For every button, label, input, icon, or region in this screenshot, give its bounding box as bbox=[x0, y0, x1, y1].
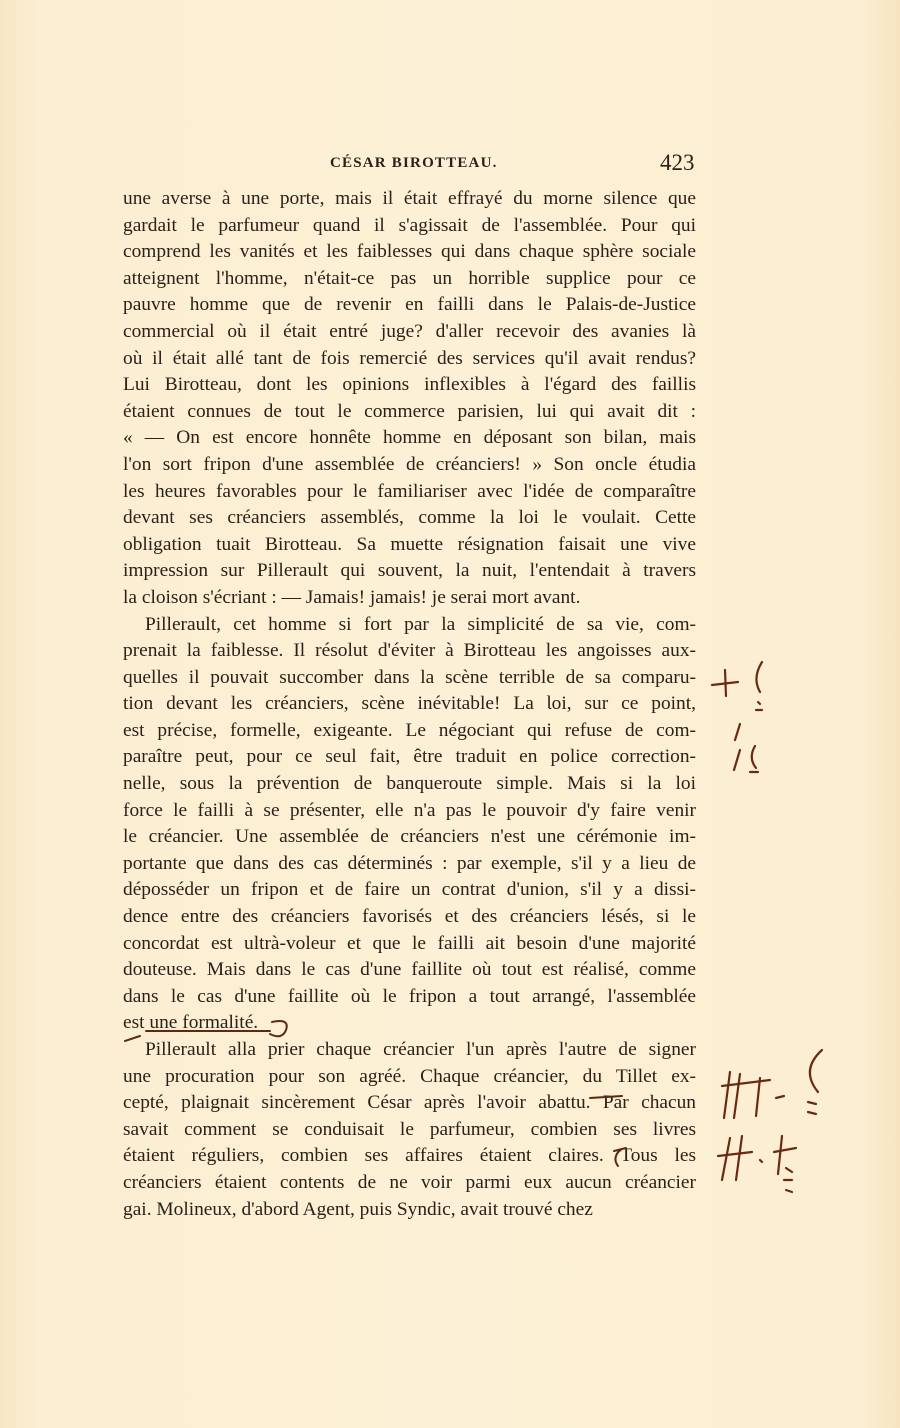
body-text bbox=[123, 186, 696, 1223]
text-line: obligation tuait Birotteau. Sa muette résignation faisait une vive bbox=[123, 533, 696, 555]
text-line: quelles il pouvait succomber dans la scène terrible de sa comparu- bbox=[123, 666, 696, 688]
text-line: où il était allé tant de fois remercié des services qu'il avait rendus? bbox=[123, 347, 696, 369]
text-line: devant ses créanciers assemblés, comme la loi le voulait. Cette bbox=[123, 507, 696, 529]
text-line: est précise, formelle, exigeante. Le négociant qui refuse de com- bbox=[123, 719, 696, 741]
text-line: créanciers étaient contents de ne voir parmi eux aucun créancier bbox=[123, 1171, 696, 1193]
text-line: portante que dans des cas déterminés : par exemple, s'il y a lieu de bbox=[123, 852, 696, 874]
text-line: est une formalité. bbox=[123, 1012, 259, 1034]
text-line: dans le cas d'une faillite où le fripon a tout arrangé, l'assemblée bbox=[123, 985, 696, 1007]
text-line: étaient connues de tout le commerce parisien, lui qui avait dit : bbox=[123, 400, 696, 422]
text-line: atteignent l'homme, n'était-ce pas un horrible supplice pour ce bbox=[123, 267, 696, 289]
text-line: commercial où il était entré juge? d'aller recevoir des avanies là bbox=[123, 320, 696, 342]
text-line: comprend les vanités et les faiblesses qui dans chaque sphère sociale bbox=[123, 241, 696, 263]
proofreader-marks-drawing bbox=[700, 640, 840, 1240]
page-header bbox=[0, 150, 900, 180]
text-line: une procuration pour son agréé. Chaque créancier, du Tillet ex- bbox=[123, 1065, 696, 1087]
text-line: gai. Molineux, d'abord Agent, puis Syndic, avait trouvé chez bbox=[123, 1198, 593, 1220]
text-line: nelle, sous la prévention de banqueroute simple. Mais si la loi bbox=[123, 773, 696, 795]
text-line: paraître peut, pour ce seul fait, être traduit en police correction- bbox=[123, 746, 696, 768]
text-line: Pillerault alla prier chaque créancier l'un après l'autre de signer bbox=[145, 1039, 696, 1060]
text-line: force le failli à se présenter, elle n'a pas le pouvoir d'y faire venir bbox=[123, 799, 696, 821]
text-line: concordat est ultrà-voleur et que le failli ait besoin d'une majorité bbox=[123, 932, 696, 954]
text-line: gardait le parfumeur quand il s'agissait de l'assemblée. Pour qui bbox=[123, 214, 696, 236]
text-line: Lui Birotteau, dont les opinions inflexibles à l'égard des faillis bbox=[123, 374, 696, 396]
text-line: les heures favorables pour le familiariser avec l'idée de comparaître bbox=[123, 480, 696, 502]
page-number: 423 bbox=[660, 150, 695, 175]
text-line: tion devant les créanciers, scène inévitable! La Ɩoi, sur ce point, bbox=[123, 693, 696, 715]
text-line: douteuse. Mais dans le cas d'une faillite où tout est réalisé, comme bbox=[123, 959, 696, 981]
text-line: cepté, plaignait sincèrement César après l'avoir abattu. Par chacun bbox=[123, 1092, 696, 1114]
text-line: prenait la faiblesse. Il résolut d'éviter à Birotteau les angoisses aux- bbox=[123, 640, 696, 662]
text-line: savait comment se conduisait le parfumeur, combien ses livres bbox=[123, 1118, 696, 1140]
text-line: la cloison s'écriant : — Jamais! jamais! je serai mort avant. bbox=[123, 586, 581, 608]
text-line: impression sur Pillerault qui souvent, la nuit, l'entendait à travers bbox=[123, 560, 696, 582]
text-line: une averse à une porte, mais il était effrayé du morne silence que bbox=[123, 188, 696, 209]
running-title: CÉSAR BIROTTEAU. bbox=[330, 155, 498, 171]
proofreader-marginalia bbox=[700, 640, 840, 1240]
text-line: « — On est encore honnête homme en déposant son bilan, mais bbox=[123, 427, 696, 449]
text-line: déposséder un fripon et de faire un contrat d'union, s'il y a dissi- bbox=[123, 879, 696, 901]
text-line: dence entre des créanciers favorisés et des créanciers lésés, si le bbox=[123, 906, 696, 928]
text-line: l'on sort fripon d'une assemblée de créanciers! » Son oncle étudia bbox=[123, 453, 696, 475]
text-line: pauvre homme que de revenir en failli dans le Palais-de-Justice bbox=[123, 294, 696, 316]
text-line: Pillerault, cet homme si fort par la simplicité de sa vie, com- bbox=[145, 613, 696, 635]
text-line: étaient réguliers, combien ses affaires étaient claires. Tous les bbox=[123, 1145, 696, 1167]
text-line: le créancier. Une assemblée de créanciers n'est une cérémonie im- bbox=[123, 826, 696, 848]
